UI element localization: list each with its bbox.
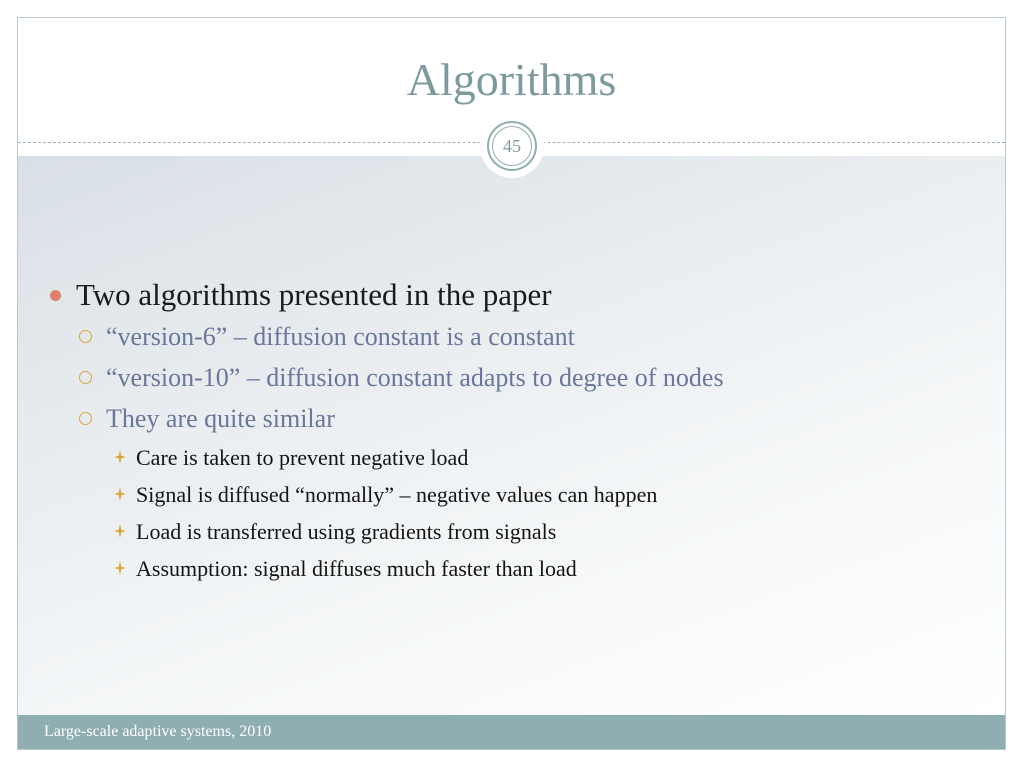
bullet-level3 <box>48 476 978 513</box>
footer-bar <box>18 715 1005 749</box>
four-point-star-icon <box>114 450 126 464</box>
bullet-level3 <box>48 439 978 476</box>
bullet-text: Load is transferred using gradients from signals <box>136 519 557 544</box>
four-point-star-icon <box>114 524 126 538</box>
bullet-level2 <box>48 398 978 439</box>
hollow-circle-icon <box>79 371 92 384</box>
bullet-level3 <box>48 550 978 587</box>
bullet-text: Care is taken to prevent negative load <box>136 445 469 470</box>
slide-number: 45 <box>492 126 532 166</box>
hollow-circle-icon <box>79 412 92 425</box>
bullet-level1 <box>48 274 978 316</box>
bullet-text: Two algorithms presented in the paper <box>76 277 552 312</box>
bullet-level3 <box>48 513 978 550</box>
four-point-star-icon <box>114 561 126 575</box>
filled-circle-icon <box>50 290 61 301</box>
bullet-text: They are quite similar <box>106 404 335 433</box>
bullet-text: Assumption: signal diffuses much faster than load <box>136 556 577 581</box>
bullet-list <box>48 274 978 587</box>
bullet-text: “version-6” – diffusion constant is a constant <box>106 322 575 351</box>
four-point-star-icon <box>114 487 126 501</box>
slide-title: Algorithms <box>406 54 617 105</box>
slide-number-badge <box>487 121 537 171</box>
bullet-level2 <box>48 357 978 398</box>
bullet-text: Signal is diffused “normally” – negative values can happen <box>136 482 658 507</box>
footer-text: Large-scale adaptive systems, 2010 <box>44 723 272 740</box>
bullet-level2 <box>48 316 978 357</box>
bullet-text: “version-10” – diffusion constant adapts to degree of nodes <box>106 363 724 392</box>
hollow-circle-icon <box>79 330 92 343</box>
